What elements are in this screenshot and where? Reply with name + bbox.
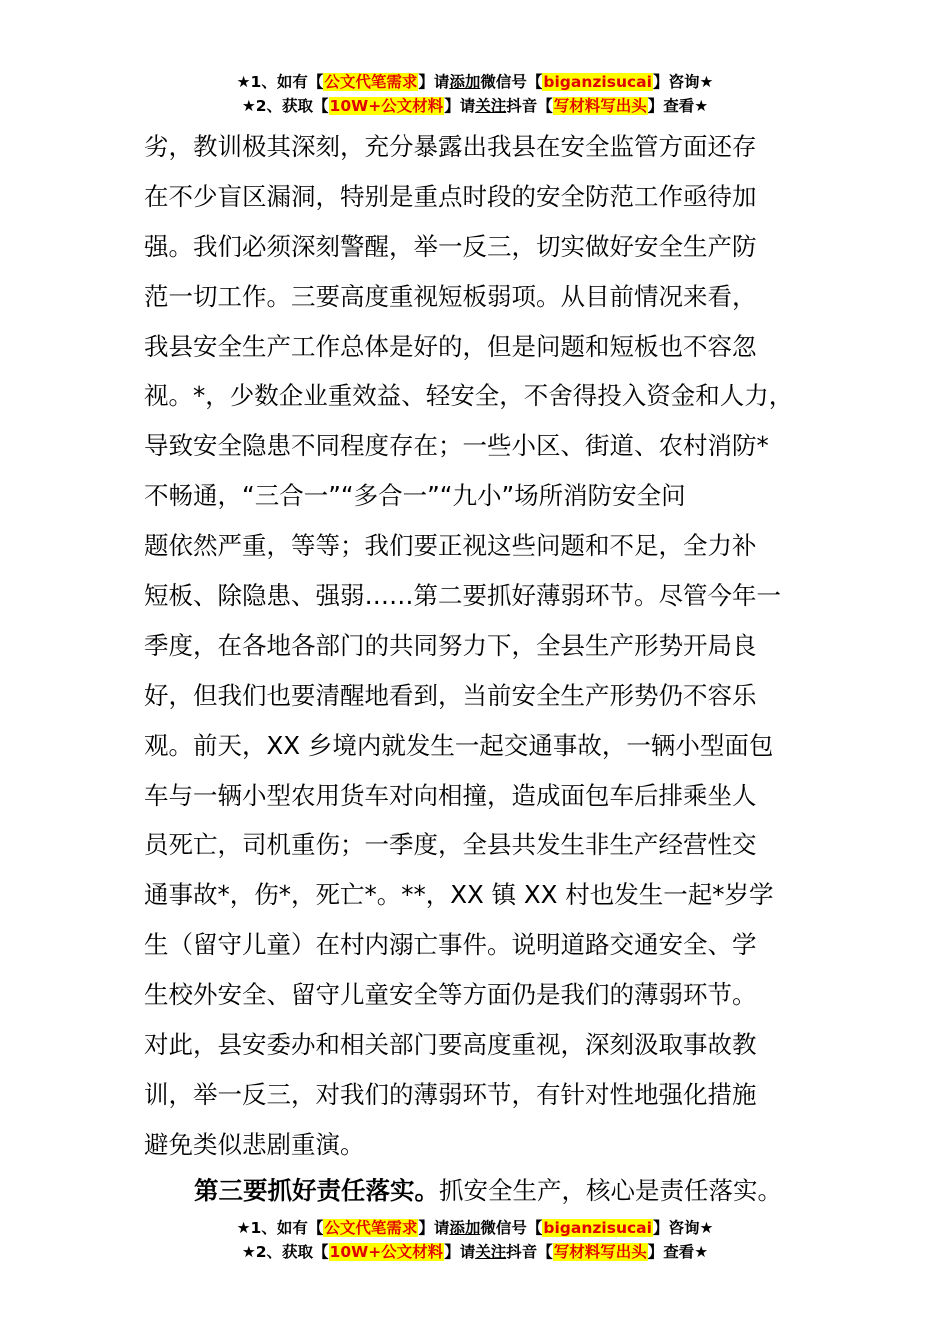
body-line: 避免类似悲剧重演。 — [144, 1129, 365, 1159]
body-line: 范一切工作。三要高度重视短板弱项。从目前情况来看， — [144, 281, 757, 311]
banner-underline-text: 关注 — [475, 1243, 507, 1261]
banner-underline-text: 添加 — [449, 1219, 481, 1237]
banner-text: 】请 — [444, 1243, 476, 1261]
banner-text: 】查看★ — [647, 97, 709, 115]
banner-douyin-id: 写材料写出头 — [553, 1243, 647, 1261]
body-line: 员死亡，司机重伤；一季度，全县共发生非生产经营性交 — [144, 830, 757, 860]
banner-text: 微信号【 — [480, 1219, 543, 1237]
banner-text: 】查看★ — [647, 1243, 709, 1261]
banner-text: 】咨询★ — [652, 73, 714, 91]
document-body — [144, 122, 844, 1170]
banner-wechat-id: biganzisucai — [543, 73, 652, 91]
body-line: 我县安全生产工作总体是好的，但是问题和短板也不容忽 — [144, 331, 757, 361]
body-line: 生（留守儿童）在村内溺亡事件。说明道路交通安全、学 — [144, 930, 757, 960]
banner-highlight: 10W+公文材料 — [329, 97, 444, 115]
banner-highlight: 10W+公文材料 — [329, 1243, 444, 1261]
banner-highlight: 公文代笔需求 — [324, 1219, 418, 1237]
banner-highlight: 公文代笔需求 — [324, 73, 418, 91]
body-line: 通事故*，伤*，死亡*。**，XX 镇 XX 村也发生一起*岁学 — [144, 880, 774, 910]
banner-text: ★1、如有【 — [236, 73, 324, 91]
banner-wechat-id: biganzisucai — [543, 1219, 652, 1237]
body-line: 不畅通，“三合一”“多合一”“九小”场所消防安全问 — [144, 481, 686, 511]
body-line: 视。*，少数企业重效益、轻安全，不舍得投入资金和人力， — [144, 381, 794, 411]
banner-text: 】请 — [418, 1219, 450, 1237]
banner-text: ★2、获取【 — [241, 97, 329, 115]
paragraph-text: 抓安全生产，核心是责任落实。 — [439, 1176, 782, 1205]
banner-text: ★2、获取【 — [241, 1243, 329, 1261]
header-banner — [0, 70, 950, 118]
banner-line-1 — [0, 70, 950, 94]
body-line: 在不少盲区漏洞，特别是重点时段的安全防范工作亟待加 — [144, 181, 757, 211]
banner-line-2 — [0, 94, 950, 118]
body-line: 短板、除隐患、强弱……第二要抓好薄弱环节。尽管今年一 — [144, 581, 781, 611]
body-line: 导致安全隐患不同程度存在；一些小区、街道、农村消防* — [144, 431, 769, 461]
banner-text: 】请 — [444, 97, 476, 115]
banner-line-2 — [0, 1240, 950, 1264]
body-line: 对此，县安委办和相关部门要高度重视，深刻汲取事故教 — [144, 1030, 757, 1060]
body-line: 强。我们必须深刻警醒，举一反三，切实做好安全生产防 — [144, 231, 757, 261]
body-line: 好，但我们也要清醒地看到，当前安全生产形势仍不容乐 — [144, 680, 757, 710]
banner-underline-text: 关注 — [475, 97, 507, 115]
banner-text: 】请 — [418, 73, 450, 91]
banner-text: 抖音【 — [506, 97, 553, 115]
footer-banner — [0, 1216, 950, 1264]
paragraph-heading: 第三要抓好责任落实。 — [194, 1176, 439, 1205]
banner-douyin-id: 写材料写出头 — [553, 97, 647, 115]
body-line: 劣，教训极其深刻，充分暴露出我县在安全监管方面还存 — [144, 132, 757, 161]
body-line: 观。前天，XX 乡境内就发生一起交通事故，一辆小型面包 — [144, 730, 774, 760]
banner-text: 】咨询★ — [652, 1219, 714, 1237]
paragraph-responsibility — [194, 1166, 782, 1216]
banner-text: ★1、如有【 — [236, 1219, 324, 1237]
body-line: 生校外安全、留守儿童安全等方面仍是我们的薄弱环节。 — [144, 980, 757, 1010]
banner-text: 微信号【 — [480, 73, 543, 91]
banner-underline-text: 添加 — [449, 73, 481, 91]
body-line: 训，举一反三，对我们的薄弱环节，有针对性地强化措施 — [144, 1079, 757, 1109]
body-line: 车与一辆小型农用货车对向相撞，造成面包车后排乘坐人 — [144, 780, 757, 810]
body-line: 季度，在各地各部门的共同努力下，全县生产形势开局良 — [144, 630, 757, 660]
banner-line-1 — [0, 1216, 950, 1240]
body-line: 题依然严重，等等；我们要正视这些问题和不足，全力补 — [144, 531, 757, 561]
banner-text: 抖音【 — [506, 1243, 553, 1261]
